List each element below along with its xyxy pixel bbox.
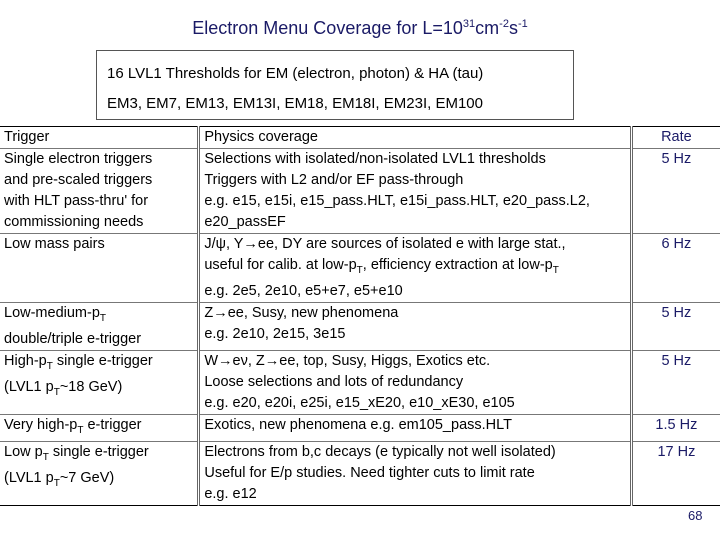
physics-cell (199, 414, 631, 441)
physics-cell-line: e.g. e15, e15i, e15_pass.HLT, e15i_pass.HLT, e20_pass.L2, (204, 193, 590, 209)
header-trigger: Trigger (0, 127, 199, 149)
physics-cell-line: e.g. e20, e20i, e25i, e15_xE20, e10_xE30, e105 (204, 394, 515, 411)
physics-cell-line: Triggers with L2 and/or EF pass-through (204, 172, 464, 188)
physics-cell-line: e20_passEF (204, 214, 286, 230)
physics-cell-line: Loose selections and lots of redundancy (204, 373, 464, 390)
title-unit-cm: cm (475, 18, 500, 38)
trigger-cell-line: Low $p_T$ single e-trigger (4, 443, 149, 463)
trigger-cell-line: High-$p_T$ single e-trigger (4, 352, 153, 372)
trigger-cell (0, 350, 199, 414)
physics-cell (199, 350, 631, 414)
title-exponent-2: -2 (499, 18, 509, 30)
title-exponent-3: -1 (517, 18, 528, 30)
header-rate: Rate (631, 127, 720, 149)
trigger-cell-line: Low-$medium-p_T$ (4, 304, 107, 324)
physics-cell-line: e.g. e12 (204, 485, 257, 502)
physics-cell (199, 149, 631, 234)
physics-cell-line: Selections with isolated/non-isolated LVL1 thresholds (204, 151, 546, 167)
physics-cell (199, 302, 631, 350)
trigger-cell (0, 441, 199, 505)
physics-cell-line: J/ψ, Υ→ee, DY are sources of isolated e with large stat., (204, 236, 566, 252)
trigger-cell-line: Very high-$p_T$ e-trigger (4, 416, 142, 436)
physics-cell-line: W→eν, Z→ee, top, Susy, Higgs, Exotics etc. (204, 352, 491, 369)
table-body (0, 127, 720, 506)
trigger-cell-line: Single electron triggers (4, 151, 153, 167)
thresholds-line-1: 16 LVL1 Thresholds for EM (electron, photon) & HA (tau) (107, 65, 484, 82)
physics-cell-line: e.g. 2e10, 2e15, 3e15 (204, 325, 346, 342)
trigger-cell-line: (LVL1 $p_T\sim 7$ GeV) (4, 469, 115, 489)
physics-cell-line: Useful for E/p studies. Need tighter cuts to limit rate (204, 464, 535, 481)
trigger-cell-line: (LVL1 $p_T\sim 18$ GeV) (4, 378, 123, 398)
title-text: Electron Menu Coverage for L=10 (192, 18, 463, 38)
page-number: 68 (688, 508, 703, 523)
title-unit-s: s (508, 18, 518, 38)
table-header-row (0, 127, 720, 149)
trigger-cell (0, 149, 199, 234)
table-row (0, 302, 720, 350)
trigger-cell-line: commissioning needs (4, 214, 144, 230)
physics-cell-line: Z→ee, Susy, new phenomena (204, 304, 399, 321)
rate-cell: 5 Hz (631, 302, 720, 350)
lvl1-thresholds-box (96, 50, 574, 120)
trigger-cell (0, 234, 199, 303)
physics-cell-line: Exotics, new phenomena e.g. em105_pass.HLT (204, 416, 512, 433)
rate-cell: 5 Hz (631, 350, 720, 414)
rate-cell: 17 Hz (631, 441, 720, 505)
header-physics: Physics coverage (199, 127, 631, 149)
slide-title (0, 18, 720, 39)
rate-cell: 6 Hz (631, 234, 720, 303)
physics-cell-line: useful for calib. at low-$p_T$, efficiency extraction at low-$p_T$ (204, 257, 559, 276)
electron-coverage-table (0, 126, 720, 506)
trigger-cell-line: Low mass pairs (4, 236, 105, 252)
trigger-cell (0, 302, 199, 350)
trigger-cell-line: double/triple e-trigger (4, 330, 142, 347)
trigger-cell-line: and pre-scaled triggers (4, 172, 153, 188)
physics-cell (199, 441, 631, 505)
rate-cell: 5 Hz (631, 149, 720, 234)
table-row (0, 149, 720, 234)
table-row (0, 350, 720, 414)
title-exponent-1: 31 (462, 18, 476, 30)
physics-cell (199, 234, 631, 303)
table-row (0, 414, 720, 441)
physics-cell-line: Electrons from b,c decays (e typically not well isolated) (204, 443, 556, 460)
trigger-cell (0, 414, 199, 441)
trigger-cell-line: with HLT pass-thru' for (4, 193, 149, 209)
table-row (0, 234, 720, 303)
table-row (0, 441, 720, 505)
rate-cell: 1.5 Hz (631, 414, 720, 441)
thresholds-line-2: EM3, EM7, EM13, EM13I, EM18, EM18I, EM23I, EM100 (107, 95, 483, 112)
physics-cell-line: e.g. 2e5, 2e10, e5+e7, e5+e10 (204, 282, 403, 299)
